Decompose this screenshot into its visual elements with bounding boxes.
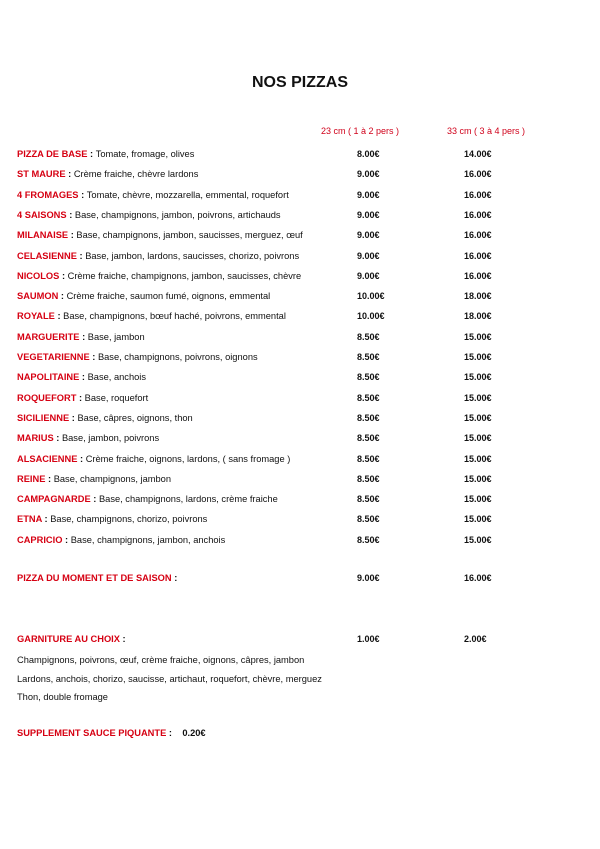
price-large: 16.00€ (464, 169, 492, 180)
item-name: ST MAURE (17, 169, 66, 180)
item-name: 4 SAISONS (17, 209, 67, 220)
price-large: 2.00€ (464, 634, 487, 644)
item-description: Base, câpres, oignons, thon (77, 412, 193, 423)
item-description: Crème fraiche, chèvre lardons (73, 169, 199, 180)
price-small: 8.50€ (357, 453, 380, 464)
item-description: Base, champignons, jambon (53, 473, 172, 484)
pizza-row: SAUMON : Crème fraiche, saumon fumé, oignons, emmental 10.00€ 18.00€ (17, 291, 492, 302)
garniture-line: Thon, double fromage (17, 692, 108, 702)
pizza-moment-row: PIZZA DU MOMENT ET DE SAISON : 9.00€ 16.00€ (17, 573, 492, 583)
item-description: Base, champignons, bœuf haché, poivrons, emmental (63, 311, 286, 322)
price-small: 9.00€ (357, 169, 380, 180)
item-name: SUPPLEMENT SAUCE PIQUANTE (17, 728, 167, 738)
price-small: 8.50€ (357, 352, 380, 362)
price-large: 14.00€ (464, 149, 492, 159)
item-description: Base, jambon (87, 331, 145, 342)
price-small: 8.50€ (357, 331, 380, 342)
price-small: 9.00€ (357, 209, 380, 220)
pizza-row: 4 FROMAGES : Tomate, chèvre, mozzarella, emmental, roquefort 9.00€ 16.00€ (17, 189, 492, 200)
item-description: Tomate, chèvre, mozzarella, emmental, roquefort (86, 189, 289, 200)
price-small: 8.50€ (357, 473, 380, 484)
price-small: 10.00€ (357, 291, 385, 302)
item-name: ETNA (17, 514, 42, 525)
item-name: SICILIENNE (17, 412, 70, 423)
pizza-row: NAPOLITAINE : Base, anchois 8.50€ 15.00€ (17, 372, 492, 383)
price-large: 15.00€ (464, 473, 492, 484)
size-header-large: 33 cm ( 3 à 4 pers ) (447, 126, 526, 136)
pizza-row: ETNA : Base, champignons, chorizo, poivrons 8.50€ 15.00€ (17, 514, 492, 525)
price-small: 8.50€ (357, 433, 380, 444)
price-large: 15.00€ (464, 412, 492, 423)
price-large: 16.00€ (464, 230, 492, 241)
price-small: 8.00€ (357, 149, 380, 159)
price-small: 10.00€ (357, 311, 385, 322)
pizza-row: 4 SAISONS : Base, champignons, jambon, poivrons, artichauds 9.00€ 16.00€ (17, 209, 492, 220)
pizza-row: CAMPAGNARDE : Base, champignons, lardons, crème fraiche 8.50€ 15.00€ (17, 494, 492, 505)
pizza-row: MARGUERITE : Base, jambon 8.50€ 15.00€ (17, 331, 492, 342)
supplement-row: SUPPLEMENT SAUCE PIQUANTE : 0.20€ (17, 728, 206, 738)
item-description: Base, anchois (87, 372, 146, 383)
price-large: 15.00€ (464, 392, 492, 403)
price-small: 8.50€ (357, 372, 380, 383)
pizza-row: NICOLOS : Crème fraiche, champignons, jambon, saucisses, chèvre 9.00€ 16.00€ (17, 270, 492, 281)
item-name: SAUMON (17, 291, 59, 302)
price-large: 15.00€ (464, 372, 492, 383)
price-large: 15.00€ (464, 514, 492, 525)
item-name: VEGETARIENNE (17, 352, 90, 362)
item-description: Base, champignons, poivrons, oignons (97, 352, 258, 362)
price-small: 1.00€ (357, 634, 380, 644)
item-name: MARGUERITE (17, 331, 80, 342)
pizza-row: REINE : Base, champignons, jambon 8.50€ 15.00€ (17, 473, 492, 484)
pizza-row: MILANAISE : Base, champignons, jambon, saucisses, merguez, œuf 9.00€ 16.00€ (17, 230, 492, 241)
item-description: Crème fraiche, champignons, jambon, saucisses, chèvre (67, 270, 302, 281)
garniture-line: Lardons, anchois, chorizo, saucisse, artichaut, roquefort, chèvre, merguez (17, 674, 322, 684)
item-description: Base, roquefort (84, 392, 149, 403)
price-small: 8.50€ (357, 534, 380, 545)
item-name: PIZZA DU MOMENT ET DE SAISON (17, 573, 172, 583)
item-name: GARNITURE AU CHOIX (17, 634, 120, 644)
item-description: Base, champignons, jambon, poivrons, artichauds (74, 209, 281, 220)
item-name: CELASIENNE (17, 250, 77, 261)
item-name: CAMPAGNARDE (17, 494, 91, 505)
item-name: ALSACIENNE (17, 453, 78, 464)
pizza-row: ROYALE : Base, champignons, bœuf haché, poivrons, emmental 10.00€ 18.00€ (17, 311, 492, 322)
garniture-line: Champignons, poivrons, œuf, crème fraiche, oignons, câpres, jambon (17, 655, 305, 665)
pizza-row: ST MAURE : Crème fraiche, chèvre lardons 9.00€ 16.00€ (17, 169, 492, 180)
supplement-price: 0.20€ (182, 728, 206, 738)
item-description: Crème fraiche, oignons, lardons, ( sans fromage ) (85, 453, 291, 464)
price-small: 8.50€ (357, 494, 380, 505)
item-name: MILANAISE (17, 230, 69, 241)
price-large: 15.00€ (464, 534, 492, 545)
item-description: Base, jambon, lardons, saucisses, chorizo, poivrons (85, 250, 300, 261)
price-large: 15.00€ (464, 352, 492, 362)
item-description: Base, champignons, jambon, saucisses, merguez, œuf (76, 230, 303, 241)
pizza-row: CELASIENNE : Base, jambon, lardons, saucisses, chorizo, poivrons 9.00€ 16.00€ (17, 250, 492, 261)
pizza-row: VEGETARIENNE : Base, champignons, poivrons, oignons 8.50€ 15.00€ (17, 352, 492, 362)
price-large: 15.00€ (464, 331, 492, 342)
item-name: REINE (17, 473, 46, 484)
item-name: CAPRICIO (17, 534, 63, 545)
price-large: 16.00€ (464, 189, 492, 200)
price-large: 16.00€ (464, 270, 492, 281)
price-small: 9.00€ (357, 250, 380, 261)
price-small: 9.00€ (357, 189, 380, 200)
pizza-row: SICILIENNE : Base, câpres, oignons, thon 8.50€ 15.00€ (17, 412, 492, 423)
price-small: 8.50€ (357, 514, 380, 525)
item-name: NAPOLITAINE (17, 372, 80, 383)
price-large: 15.00€ (464, 453, 492, 464)
pizza-row: MARIUS : Base, jambon, poivrons 8.50€ 15.00€ (17, 433, 492, 444)
price-large: 16.00€ (464, 209, 492, 220)
price-small: 8.50€ (357, 392, 380, 403)
item-description: Base, champignons, lardons, crème fraiche (98, 494, 278, 505)
item-description: Crème fraiche, saumon fumé, oignons, emmental (66, 291, 271, 302)
garniture-row: GARNITURE AU CHOIX : 1.00€ 2.00€ (17, 634, 487, 644)
size-header-small: 23 cm ( 1 à 2 pers ) (321, 126, 400, 136)
item-description: Base, champignons, jambon, anchois (70, 534, 226, 545)
pizza-row: CAPRICIO : Base, champignons, jambon, anchois 8.50€ 15.00€ (17, 534, 492, 545)
price-large: 16.00€ (464, 250, 492, 261)
item-description: Tomate, fromage, olives (95, 149, 195, 159)
price-small: 8.50€ (357, 412, 380, 423)
price-small: 9.00€ (357, 270, 380, 281)
price-large: 18.00€ (464, 311, 492, 322)
item-name: PIZZA DE BASE (17, 149, 88, 159)
price-small: 9.00€ (357, 230, 380, 241)
price-large: 15.00€ (464, 494, 492, 505)
pizza-row: ALSACIENNE : Crème fraiche, oignons, lardons, ( sans fromage ) 8.50€ 15.00€ (17, 453, 492, 464)
page-title: NOS PIZZAS (251, 74, 348, 91)
item-name: ROYALE (17, 311, 55, 322)
item-name: MARIUS (17, 433, 54, 444)
item-description: Base, jambon, poivrons (61, 433, 160, 444)
pizza-row: PIZZA DE BASE : Tomate, fromage, olives 8.00€ 14.00€ (17, 149, 492, 159)
item-description: Base, champignons, chorizo, poivrons (50, 514, 208, 525)
item-name: ROQUEFORT (17, 392, 77, 403)
item-name: 4 FROMAGES (17, 189, 79, 200)
price-large: 18.00€ (464, 291, 492, 302)
price-large: 15.00€ (464, 433, 492, 444)
pizza-row: ROQUEFORT : Base, roquefort 8.50€ 15.00€ (17, 392, 492, 403)
price-large: 16.00€ (464, 573, 492, 583)
item-name: NICOLOS (17, 270, 60, 281)
price-small: 9.00€ (357, 573, 380, 583)
